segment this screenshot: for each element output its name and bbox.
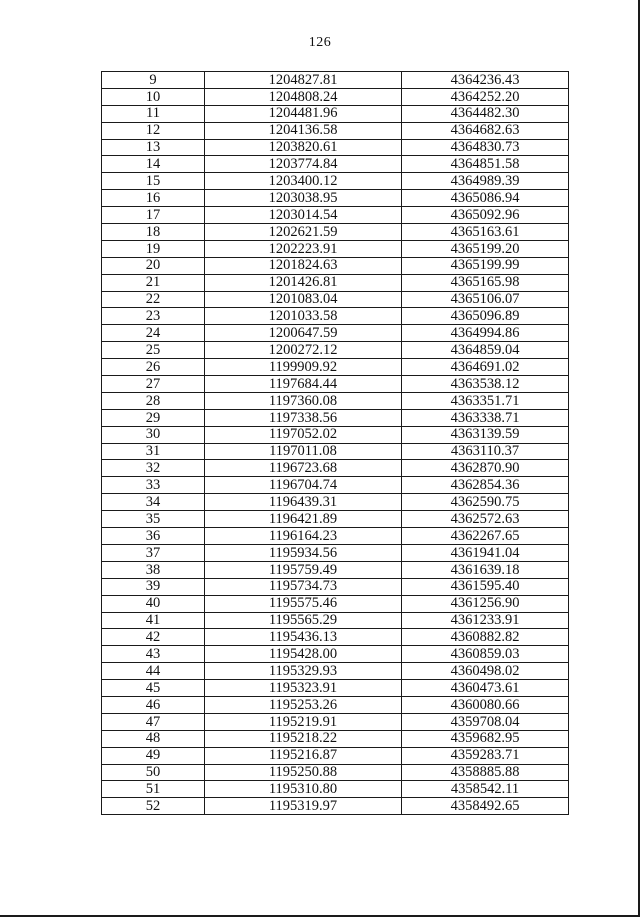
y-coordinate-cell: 4358492.65	[402, 798, 569, 815]
table-row	[102, 528, 569, 545]
y-coordinate-cell: 4365199.20	[402, 240, 569, 257]
y-coordinate-cell: 4364236.43	[402, 72, 569, 89]
x-coordinate-cell: 1201426.81	[205, 274, 402, 291]
table-row	[102, 511, 569, 528]
y-coordinate-cell: 4364252.20	[402, 88, 569, 105]
y-coordinate-cell: 4360473.61	[402, 680, 569, 697]
y-coordinate-cell: 4364859.04	[402, 342, 569, 359]
y-coordinate-cell: 4365092.96	[402, 207, 569, 224]
table-row	[102, 392, 569, 409]
y-coordinate-cell: 4360080.66	[402, 696, 569, 713]
x-coordinate-cell: 1199909.92	[205, 359, 402, 376]
point-number-cell: 47	[102, 713, 205, 730]
table-row	[102, 274, 569, 291]
y-coordinate-cell: 4361595.40	[402, 578, 569, 595]
x-coordinate-cell: 1196421.89	[205, 511, 402, 528]
x-coordinate-cell: 1195734.73	[205, 578, 402, 595]
y-coordinate-cell: 4362870.90	[402, 460, 569, 477]
table-row	[102, 224, 569, 241]
point-number-cell: 45	[102, 680, 205, 697]
point-number-cell: 13	[102, 139, 205, 156]
x-coordinate-cell: 1201824.63	[205, 257, 402, 274]
y-coordinate-cell: 4364830.73	[402, 139, 569, 156]
y-coordinate-cell: 4362590.75	[402, 494, 569, 511]
point-number-cell: 26	[102, 359, 205, 376]
table-row	[102, 646, 569, 663]
x-coordinate-cell: 1203400.12	[205, 173, 402, 190]
table-row	[102, 291, 569, 308]
x-coordinate-cell: 1204808.24	[205, 88, 402, 105]
table-row	[102, 139, 569, 156]
x-coordinate-cell: 1196723.68	[205, 460, 402, 477]
point-number-cell: 40	[102, 595, 205, 612]
x-coordinate-cell: 1201083.04	[205, 291, 402, 308]
table-row	[102, 713, 569, 730]
point-number-cell: 12	[102, 122, 205, 139]
x-coordinate-cell: 1203038.95	[205, 190, 402, 207]
table-row	[102, 88, 569, 105]
y-coordinate-cell: 4363351.71	[402, 392, 569, 409]
point-number-cell: 42	[102, 629, 205, 646]
point-number-cell: 31	[102, 443, 205, 460]
table-row	[102, 595, 569, 612]
x-coordinate-cell: 1204481.96	[205, 105, 402, 122]
x-coordinate-cell: 1195436.13	[205, 629, 402, 646]
x-coordinate-cell: 1200647.59	[205, 325, 402, 342]
table-row	[102, 325, 569, 342]
table-row	[102, 781, 569, 798]
y-coordinate-cell: 4360859.03	[402, 646, 569, 663]
table-row	[102, 122, 569, 139]
table-row	[102, 663, 569, 680]
table-row	[102, 680, 569, 697]
x-coordinate-cell: 1195310.80	[205, 781, 402, 798]
x-coordinate-cell: 1203820.61	[205, 139, 402, 156]
point-number-cell: 24	[102, 325, 205, 342]
x-coordinate-cell: 1197338.56	[205, 409, 402, 426]
table-row	[102, 460, 569, 477]
point-number-cell: 20	[102, 257, 205, 274]
table-row	[102, 173, 569, 190]
point-number-cell: 37	[102, 544, 205, 561]
y-coordinate-cell: 4365165.98	[402, 274, 569, 291]
y-coordinate-cell: 4359283.71	[402, 747, 569, 764]
point-number-cell: 17	[102, 207, 205, 224]
y-coordinate-cell: 4362572.63	[402, 511, 569, 528]
x-coordinate-cell: 1195319.97	[205, 798, 402, 815]
x-coordinate-cell: 1195934.56	[205, 544, 402, 561]
point-number-cell: 38	[102, 561, 205, 578]
table-row	[102, 612, 569, 629]
y-coordinate-cell: 4362267.65	[402, 528, 569, 545]
x-coordinate-cell: 1200272.12	[205, 342, 402, 359]
y-coordinate-cell: 4365163.61	[402, 224, 569, 241]
point-number-cell: 41	[102, 612, 205, 629]
y-coordinate-cell: 4360882.82	[402, 629, 569, 646]
table-row	[102, 240, 569, 257]
y-coordinate-cell: 4363110.37	[402, 443, 569, 460]
table-row	[102, 477, 569, 494]
x-coordinate-cell: 1195329.93	[205, 663, 402, 680]
point-number-cell: 30	[102, 426, 205, 443]
y-coordinate-cell: 4364994.86	[402, 325, 569, 342]
point-number-cell: 29	[102, 409, 205, 426]
x-coordinate-cell: 1195250.88	[205, 764, 402, 781]
point-number-cell: 14	[102, 156, 205, 173]
point-number-cell: 44	[102, 663, 205, 680]
table-row	[102, 308, 569, 325]
point-number-cell: 46	[102, 696, 205, 713]
y-coordinate-cell: 4358885.88	[402, 764, 569, 781]
point-number-cell: 27	[102, 376, 205, 393]
x-coordinate-cell: 1195575.46	[205, 595, 402, 612]
x-coordinate-cell: 1202621.59	[205, 224, 402, 241]
y-coordinate-cell: 4364691.02	[402, 359, 569, 376]
x-coordinate-cell: 1196704.74	[205, 477, 402, 494]
x-coordinate-cell: 1197052.02	[205, 426, 402, 443]
table-row	[102, 764, 569, 781]
x-coordinate-cell: 1197360.08	[205, 392, 402, 409]
table-row	[102, 376, 569, 393]
x-coordinate-cell: 1195759.49	[205, 561, 402, 578]
table-body	[102, 72, 569, 815]
point-number-cell: 22	[102, 291, 205, 308]
y-coordinate-cell: 4365086.94	[402, 190, 569, 207]
y-coordinate-cell: 4364482.30	[402, 105, 569, 122]
x-coordinate-cell: 1201033.58	[205, 308, 402, 325]
x-coordinate-cell: 1202223.91	[205, 240, 402, 257]
table-row	[102, 696, 569, 713]
table-row	[102, 494, 569, 511]
x-coordinate-cell: 1197684.44	[205, 376, 402, 393]
y-coordinate-cell: 4365199.99	[402, 257, 569, 274]
y-coordinate-cell: 4363139.59	[402, 426, 569, 443]
point-number-cell: 50	[102, 764, 205, 781]
table-row	[102, 544, 569, 561]
table-row	[102, 578, 569, 595]
table-row	[102, 443, 569, 460]
y-coordinate-cell: 4359682.95	[402, 730, 569, 747]
x-coordinate-cell: 1195216.87	[205, 747, 402, 764]
y-coordinate-cell: 4361941.04	[402, 544, 569, 561]
table-row	[102, 561, 569, 578]
point-number-cell: 11	[102, 105, 205, 122]
y-coordinate-cell: 4364851.58	[402, 156, 569, 173]
point-number-cell: 10	[102, 88, 205, 105]
x-coordinate-cell: 1203774.84	[205, 156, 402, 173]
table-row	[102, 629, 569, 646]
y-coordinate-cell: 4361639.18	[402, 561, 569, 578]
y-coordinate-cell: 4365106.07	[402, 291, 569, 308]
table-row	[102, 359, 569, 376]
point-number-cell: 25	[102, 342, 205, 359]
x-coordinate-cell: 1195219.91	[205, 713, 402, 730]
x-coordinate-cell: 1204136.58	[205, 122, 402, 139]
y-coordinate-cell: 4363338.71	[402, 409, 569, 426]
x-coordinate-cell: 1196439.31	[205, 494, 402, 511]
table-row	[102, 747, 569, 764]
point-number-cell: 21	[102, 274, 205, 291]
table-row	[102, 257, 569, 274]
x-coordinate-cell: 1197011.08	[205, 443, 402, 460]
point-number-cell: 32	[102, 460, 205, 477]
y-coordinate-cell: 4365096.89	[402, 308, 569, 325]
table-row	[102, 342, 569, 359]
point-number-cell: 19	[102, 240, 205, 257]
table-row	[102, 190, 569, 207]
point-number-cell: 35	[102, 511, 205, 528]
y-coordinate-cell: 4361233.91	[402, 612, 569, 629]
table-row	[102, 426, 569, 443]
point-number-cell: 36	[102, 528, 205, 545]
point-number-cell: 16	[102, 190, 205, 207]
point-number-cell: 9	[102, 72, 205, 89]
y-coordinate-cell: 4360498.02	[402, 663, 569, 680]
point-number-cell: 51	[102, 781, 205, 798]
point-number-cell: 34	[102, 494, 205, 511]
table-row	[102, 156, 569, 173]
table-row	[102, 798, 569, 815]
page-number: 126	[308, 35, 332, 50]
x-coordinate-cell: 1195218.22	[205, 730, 402, 747]
x-coordinate-cell: 1195253.26	[205, 696, 402, 713]
table-row	[102, 207, 569, 224]
y-coordinate-cell: 4361256.90	[402, 595, 569, 612]
point-number-cell: 15	[102, 173, 205, 190]
x-coordinate-cell: 1196164.23	[205, 528, 402, 545]
point-number-cell: 33	[102, 477, 205, 494]
point-number-cell: 23	[102, 308, 205, 325]
point-number-cell: 28	[102, 392, 205, 409]
y-coordinate-cell: 4364682.63	[402, 122, 569, 139]
coordinate-table	[101, 71, 569, 815]
x-coordinate-cell: 1195428.00	[205, 646, 402, 663]
y-coordinate-cell: 4362854.36	[402, 477, 569, 494]
x-coordinate-cell: 1195323.91	[205, 680, 402, 697]
point-number-cell: 52	[102, 798, 205, 815]
table-row	[102, 730, 569, 747]
y-coordinate-cell: 4359708.04	[402, 713, 569, 730]
point-number-cell: 18	[102, 224, 205, 241]
point-number-cell: 39	[102, 578, 205, 595]
point-number-cell: 43	[102, 646, 205, 663]
x-coordinate-cell: 1204827.81	[205, 72, 402, 89]
x-coordinate-cell: 1195565.29	[205, 612, 402, 629]
y-coordinate-cell: 4358542.11	[402, 781, 569, 798]
table-row	[102, 409, 569, 426]
point-number-cell: 48	[102, 730, 205, 747]
table-row	[102, 105, 569, 122]
y-coordinate-cell: 4364989.39	[402, 173, 569, 190]
table-row	[102, 72, 569, 89]
y-coordinate-cell: 4363538.12	[402, 376, 569, 393]
point-number-cell: 49	[102, 747, 205, 764]
x-coordinate-cell: 1203014.54	[205, 207, 402, 224]
